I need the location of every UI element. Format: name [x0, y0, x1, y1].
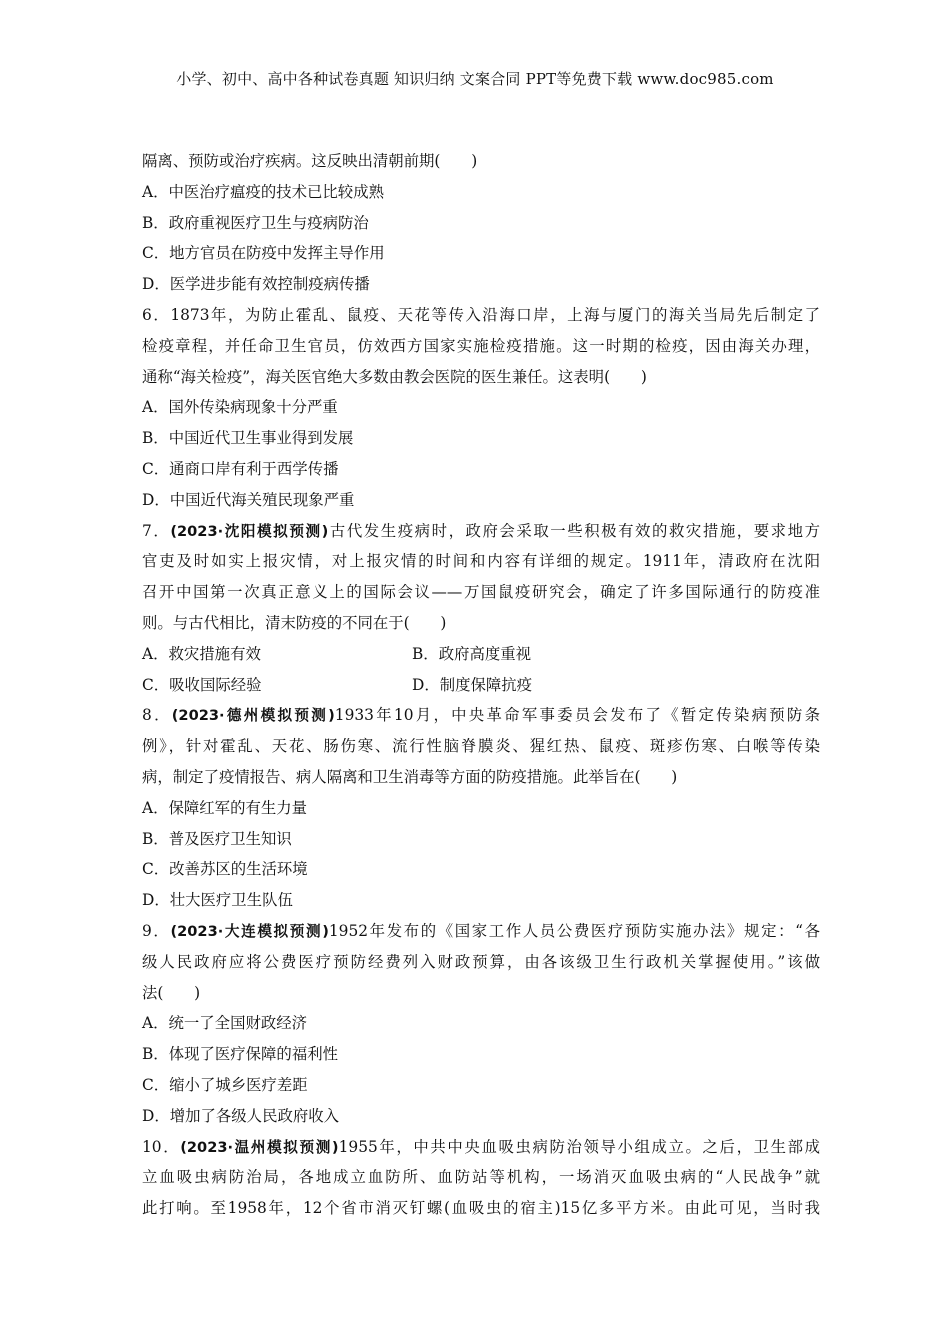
question-5-stem: 隔离、预防或治疗疾病。这反映出清朝前期( )	[142, 152, 478, 170]
question-8-stem-line: 病，制定了疫情报告、病人隔离和卫生消毒等方面的防疫措施。此举旨在( )	[142, 767, 678, 786]
question-8-option-a: A．保障红军的有生力量	[142, 798, 308, 817]
question-7-source: (2023·沈阳模拟预测)	[170, 522, 329, 540]
question-7-stem-line: 官吏及时如实上报灾情，对上报灾情的时间和内容有详细的规定。1911年，清政府在沈阳	[142, 552, 820, 571]
question-10-stem-line: 立血吸虫病防治局，各地成立血防所、血防站等机构，一场消灭血吸虫病的“人民战争”就	[142, 1168, 820, 1187]
question-8-stem-line: 例》，针对霍乱、天花、肠伤寒、流行性脑脊膜炎、猩红热、鼠疫、斑疹伤寒、白喉等传染	[142, 737, 820, 756]
question-6-stem-line: 通称“海关检疫”，海关医官绝大多数由教会医院的医生兼任。这表明( )	[142, 367, 647, 386]
question-9-stem-line	[142, 916, 820, 947]
question-8	[142, 700, 820, 916]
question-8-option-d: D．壮大医疗卫生队伍	[142, 891, 293, 910]
question-7-options-row	[142, 670, 820, 701]
question-6-option-c: C．通商口岸有利于西学传播	[142, 459, 339, 478]
question-10-number: 10．	[142, 1137, 181, 1156]
site-header: 小学、初中、高中各种试卷真题 知识归纳 文案合同 PPT等免费下载 www.doc985.com	[176, 70, 774, 88]
question-9-stem-line: 法( )	[142, 983, 201, 1002]
question-5-option-c: C．地方官员在防疫中发挥主导作用	[142, 244, 385, 263]
question-9-stem-line: 级人民政府应将公费医疗预防经费列入财政预算，由各该级卫生行政机关掌握使用。”该做	[142, 952, 820, 971]
question-9-source: (2023·大连模拟预测)	[170, 922, 329, 940]
question-7-stem-text: 古代发生疫病时，政府会采取一些积极有效的救灾措施，要求地方	[328, 521, 820, 540]
question-10	[142, 1132, 820, 1224]
question-6-stem-line: 6．1873年，为防止霍乱、鼠疫、天花等传入沿海口岸，上海与厦门的海关当局先后制定了	[142, 305, 820, 324]
question-8-option-b: B．普及医疗卫生知识	[142, 829, 292, 848]
question-6	[142, 300, 820, 516]
question-10-source: (2023·温州模拟预测)	[180, 1138, 339, 1156]
exam-content	[142, 146, 820, 1224]
question-5	[142, 146, 820, 300]
question-10-stem-line	[142, 1132, 820, 1163]
question-5-option-a: A．中医治疗瘟疫的技术已比较成熟	[142, 182, 384, 201]
question-9-option-b: B．体现了医疗保障的福利性	[142, 1045, 338, 1064]
question-8-option-c: C．改善苏区的生活环境	[142, 860, 308, 879]
question-9-option-d: D．增加了各级人民政府收入	[142, 1106, 340, 1125]
question-7-options-row	[142, 639, 820, 670]
question-6-stem-line: 检疫章程，并任命卫生官员，仿效西方国家实施检疫措施。这一时期的检疫，因由海关办理，	[142, 336, 820, 355]
question-10-stem-text: 1955年，中共中央血吸虫病防治领导小组成立。之后，卫生部成	[338, 1137, 820, 1156]
question-6-option-a: A．国外传染病现象十分严重	[142, 398, 338, 417]
question-7-stem-line: 则。与古代相比，清末防疫的不同在于( )	[142, 613, 447, 632]
question-6-option-b: B．中国近代卫生事业得到发展	[142, 429, 354, 448]
question-9	[142, 916, 820, 1132]
question-9-option-a: A．统一了全国财政经济	[142, 1014, 308, 1033]
question-9-stem-text: 1952年发布的《国家工作人员公费医疗预防实施办法》规定：“各	[328, 921, 820, 940]
question-8-source: (2023·德州模拟预测)	[171, 707, 335, 725]
question-10-stem-line: 此打响。至1958年，12个省市消灭钉螺(血吸虫的宿主)15亿多平方米。由此可见，当时我	[142, 1199, 820, 1218]
question-7-option-a: A．救灾措施有效	[142, 644, 261, 663]
question-7-stem-line	[142, 516, 820, 547]
question-8-number: 8．	[142, 706, 172, 725]
question-7-option-d: D．制度保障抗疫	[412, 675, 533, 694]
question-7-option-b: B．政府高度重视	[412, 644, 532, 663]
question-7-option-c: C．吸收国际经验	[142, 675, 262, 694]
question-7	[142, 516, 820, 701]
question-7-number: 7．	[142, 521, 171, 540]
question-8-stem-text: 1933年10月，中央革命军事委员会发布了《暂定传染病预防条	[334, 706, 820, 725]
question-9-number: 9．	[142, 921, 171, 940]
question-5-option-d: D．医学进步能有效控制疫病传播	[142, 275, 370, 294]
question-7-stem-line: 召开中国第一次真正意义上的国际会议——万国鼠疫研究会，确定了许多国际通行的防疫准	[142, 583, 820, 602]
question-5-option-b: B．政府重视医疗卫生与疫病防治	[142, 213, 369, 232]
question-9-option-c: C．缩小了城乡医疗差距	[142, 1075, 308, 1094]
question-6-option-d: D．中国近代海关殖民现象严重	[142, 490, 355, 509]
question-8-stem-line	[142, 700, 820, 731]
